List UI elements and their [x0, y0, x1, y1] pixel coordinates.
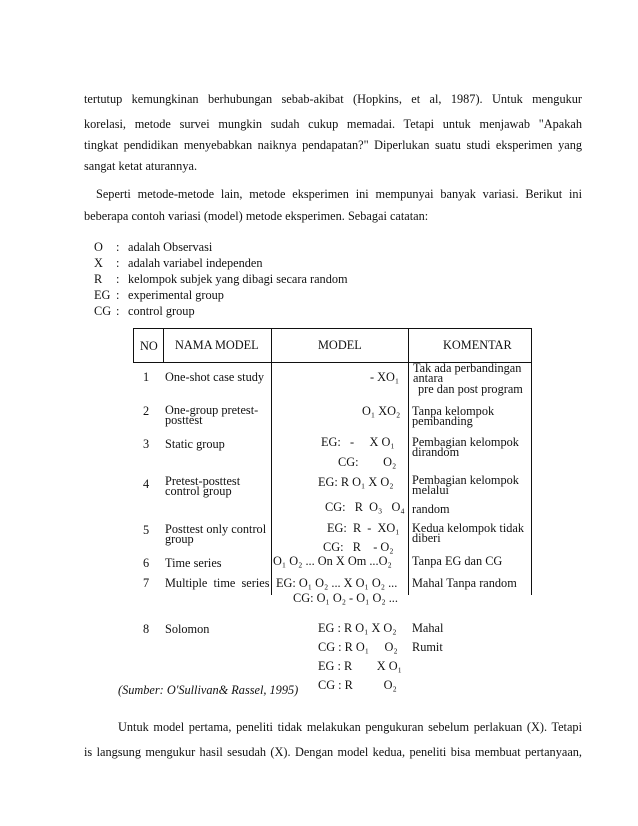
paragraph-1-line-2: korelasi, metode survei mungkin sudah cukup memadai. Tetapi untuk menjawab "Apakah [84, 117, 582, 131]
row-model-notation: EG: - X O₁ [321, 435, 395, 449]
row-model-name: One-group pretest-posttest [165, 403, 259, 427]
abbreviation-item [94, 256, 263, 270]
row-number: 8 [143, 622, 150, 636]
row-number: 1 [143, 370, 150, 384]
table-source-citation: (Sumber: O'Sullivan& Rassel, 1995) [118, 683, 299, 697]
abbreviation-key: CG [94, 304, 112, 318]
abbreviation-colon: : [116, 256, 120, 270]
header-no: NO [140, 339, 158, 353]
abbreviation-key: R [94, 272, 103, 286]
table-col-divider [408, 328, 409, 595]
abbreviation-colon: : [116, 272, 120, 286]
abbreviation-desc: adalah variabel independen [128, 256, 263, 270]
row-model-notation: - XO₁ [370, 370, 400, 384]
row-comment: pre dan post program [418, 382, 523, 396]
abbreviation-colon: : [116, 288, 120, 302]
abbreviation-item [94, 288, 224, 302]
row-model-notation: CG: O₂ [338, 455, 397, 469]
abbreviation-item [94, 272, 348, 286]
row-model-name: Time series [165, 556, 222, 570]
paragraph-2-line-1: Seperti metode-metode lain, metode eksperimen ini mempunyai banyak variasi. Berikut ini [96, 187, 582, 201]
row-model-name: Static group [165, 437, 225, 451]
abbreviation-key: EG [94, 288, 111, 302]
row-model-notation: CG: R - O₂ [323, 540, 394, 554]
row-model-notation: EG : R O₁ X O₂ [318, 621, 397, 635]
paragraph-1-line-1: tertutup kemungkinan berhubungan sebab-akibat (Hopkins, et al, 1987). Untuk mengukur [84, 92, 582, 106]
abbreviation-key: O [94, 240, 103, 254]
abbreviation-desc: kelompok subjek yang dibagi secara random [128, 272, 348, 286]
row-comment: Kedua kelompok tidak [412, 521, 525, 535]
table-border-top [133, 328, 532, 329]
table-col-divider [271, 328, 272, 595]
row-number: 6 [143, 556, 150, 570]
abbreviation-key: X [94, 256, 103, 270]
abbreviation-colon: : [116, 304, 120, 318]
abbreviation-item [94, 240, 212, 254]
table-border-right [531, 328, 532, 595]
abbreviation-item [94, 304, 195, 318]
row-model-name: Solomon [165, 622, 210, 636]
row-number: 3 [143, 437, 150, 451]
paragraph-1-line-3: tingkat pendidikan menyebabkan naiknya pendapatan?" Diperlukan suatu studi eksperimen yang [84, 138, 582, 152]
row-model-notation: EG: R O₁ X O₂ [318, 475, 394, 489]
row-model-notation: EG: R - XO₁ [327, 521, 400, 535]
row-comment: random [412, 502, 450, 516]
row-number: 4 [143, 477, 150, 491]
row-model-notation: EG : R X O₁ [318, 659, 402, 673]
row-model-notation: O₁ XO₂ [362, 404, 401, 418]
row-model-notation: CG : R O₁ O₂ [318, 640, 398, 654]
paragraph-2-line-2: beberapa contoh variasi (model) metode eksperimen. Sebagai catatan: [84, 209, 429, 223]
abbreviation-desc: adalah Observasi [128, 240, 213, 254]
row-comment: Tanpa kelompok [412, 404, 495, 418]
row-comment: Mahal Tanpa random [412, 576, 517, 590]
paragraph-1-line-4: sangat ketat aturannya. [84, 159, 198, 173]
row-model-name: Multiple time series [165, 576, 270, 590]
row-comment: Pembagian kelompok [412, 435, 519, 449]
header-name: NAMA MODEL [175, 338, 259, 352]
header-model: MODEL [318, 338, 362, 352]
row-model-notation: CG: R O₃ O₄ [325, 500, 405, 514]
row-comment: Tanpa EG dan CG [412, 554, 503, 568]
row-model-name: One-shot case study [165, 370, 265, 384]
row-number: 5 [143, 523, 150, 537]
row-comment: antara [413, 371, 444, 385]
row-comment: Rumit [412, 640, 443, 654]
abbreviation-colon: : [116, 240, 120, 254]
row-model-notation: CG: O₁ O₂ - O₁ O₂ ... [293, 591, 398, 605]
row-model-notation: CG : R O₂ [318, 678, 397, 692]
row-comment: diberi [412, 531, 441, 545]
abbreviation-desc: control group [128, 304, 195, 318]
abbreviation-desc: experimental group [128, 288, 224, 302]
row-number: 7 [143, 576, 150, 590]
row-model-notation: EG: O₁ O₂ ... X O₁ O₂ ... [276, 576, 398, 590]
row-comment: Pembagian kelompok [412, 473, 519, 487]
row-model-name: Pretest-posttest control group [165, 474, 241, 498]
row-model-notation: O₁ O₂ ... On X Om ...O₂ [273, 554, 392, 568]
row-comment: Tak ada perbandingan [413, 361, 522, 375]
table-border-left [133, 328, 134, 363]
row-comment: Mahal [412, 621, 444, 635]
paragraph-3-line-1: Untuk model pertama, peneliti tidak melakukan pengukuran sebelum perlakuan (X). Tetapi [118, 720, 582, 734]
row-comment: pembanding [412, 414, 473, 428]
header-comment: KOMENTAR [443, 338, 512, 352]
paragraph-3-line-2: is langsung mengukur hasil sesudah (X). Dengan model kedua, peneliti bisa membuat pertanyaan, [84, 745, 582, 759]
row-comment: dirandom [412, 445, 460, 459]
row-number: 2 [143, 404, 150, 418]
row-model-name: Posttest only control group [165, 522, 267, 546]
table-col-divider [163, 328, 164, 363]
row-comment: melalui [412, 483, 449, 497]
